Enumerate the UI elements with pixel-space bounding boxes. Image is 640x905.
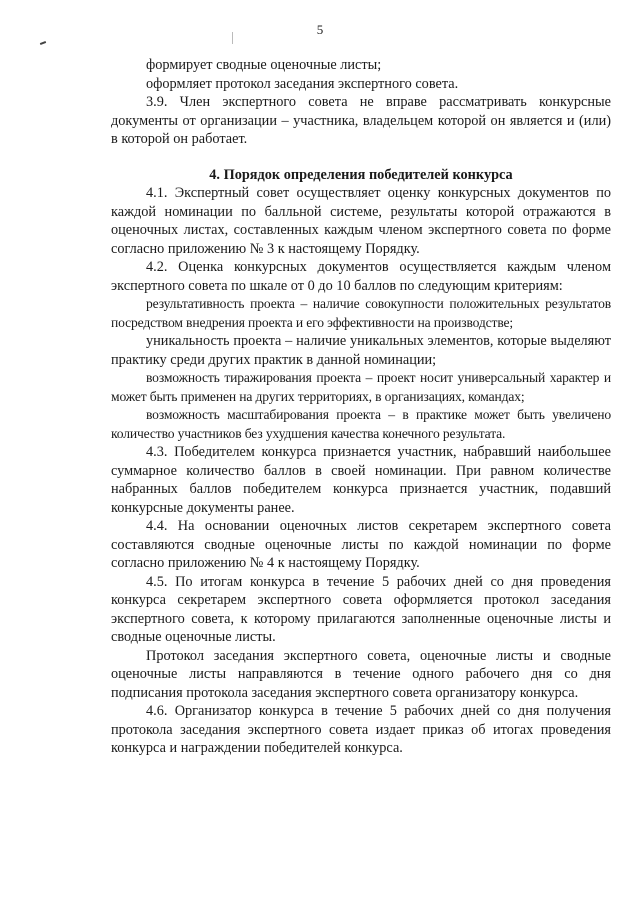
document-body [111, 56, 611, 758]
paragraph: 4.5. По итогам конкурса в течение 5 рабочих дней со дня проведения конкурса секретарем экспертного совета оформляется протокол заседания экспертного совета, к которому прилагаются заполненные оценочные листы и сводные оценочные листы. [111, 573, 611, 645]
paragraph: 4.3. Победителем конкурса признается участник, набравший наибольшее суммарное количество баллов в своей номинации. При равном количестве набранных баллов победителем конкурса признается участник, подавший конкурсные документы ранее. [111, 444, 611, 516]
criterion-item: уникальность проекта – наличие уникальных элементов, которые выделяют практику среди других практик в данной номинации; [111, 333, 611, 368]
paragraph: 3.9. Член экспертного совета не вправе рассматривать конкурсные документы от организации – участника, владельцем которой он является и (или) в которой он работает. [111, 94, 611, 147]
criterion-item: возможность тиражирования проекта – проект носит универсальный характер и может быть применен на других территориях, в организациях, командах; [111, 370, 611, 404]
paragraph: 4.6. Организатор конкурса в течение 5 рабочих дней со дня получения протокола заседания экспертного совета издает приказ об итогах проведения конкурса и награждении победителей конкурса. [111, 703, 611, 756]
paragraph: 4.2. Оценка конкурсных документов осуществляется каждым членом экспертного совета по шкале от 0 до 10 баллов по следующим критериям: [111, 259, 611, 294]
scan-mark-line [232, 32, 233, 44]
paragraph: 4.1. Экспертный совет осуществляет оценку конкурсных документов по каждой номинации по балльной системе, результаты которой отражаются в оценочных листах, составленных каждым членом экспертного совета по форме согласно приложению № 3 к настоящему Порядку. [111, 185, 611, 257]
page-number: 5 [316, 22, 324, 37]
criterion-item: возможность масштабирования проекта – в практике может быть увеличено количество участников без ухудшения качества конечного результата. [111, 407, 611, 441]
paragraph: формирует сводные оценочные листы; [146, 57, 382, 73]
criterion-item: результативность проекта – наличие совокупности положительных результатов посредством внедрения проекта и его эффективности на производстве; [111, 296, 611, 330]
scan-mark [40, 41, 46, 45]
paragraph: Протокол заседания экспертного совета, оценочные листы и сводные оценочные листы направляются в течение одного рабочего дня со дня подписания протокола заседания экспертного совета организатору конкурса. [111, 647, 611, 701]
section-heading: 4. Порядок определения победителей конкурса [209, 166, 513, 183]
paragraph: 4.4. На основании оценочных листов секретарем экспертного совета составляются сводные оценочные листы по каждой номинации по форме согласно приложению № 4 к настоящему Порядку. [111, 518, 611, 571]
paragraph: оформляет протокол заседания экспертного совета. [146, 75, 459, 92]
